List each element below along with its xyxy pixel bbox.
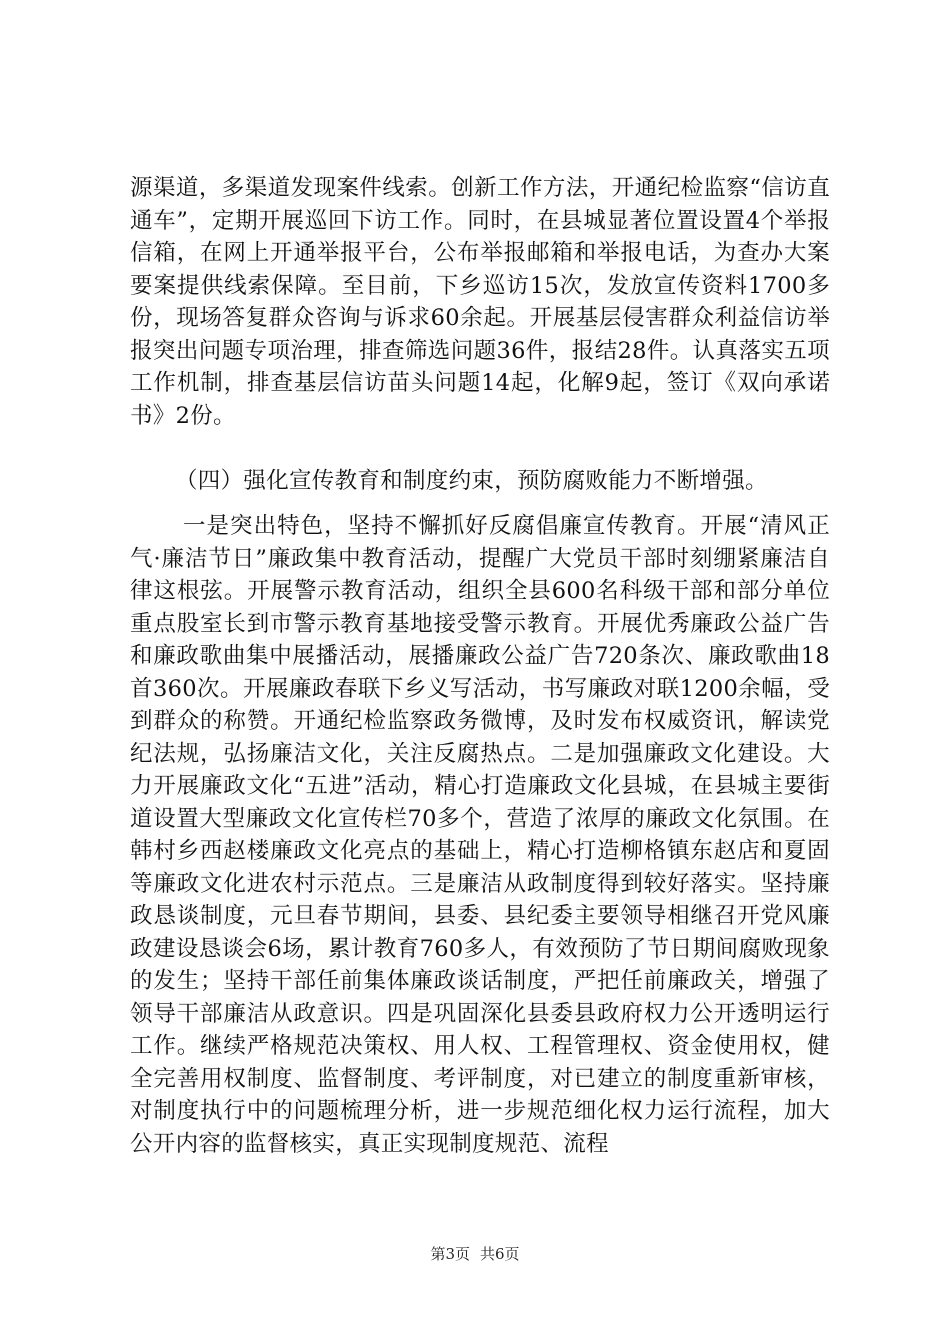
- page-total: 共6页: [480, 1245, 520, 1263]
- body-paragraph: 一是突出特色，坚持不懈抓好反腐倡廉宣传教育。开展“清风正气·廉洁节日”廉政集中教育活动，提醒广大党员干部时刻绷紧廉洁自律这根弦。开展警示教育活动，组织全县600名科级干部和部分单位重点股室长到市警示教育基地接受警示教育。开展优秀廉政公益广告和廉政歌曲集中展播活动，展播廉政公益广告720条次、廉政歌曲18首360次。开展廉政春联下乡义写活动，书写廉政对联1200余幅，受到群众的称赞。开通纪检监察政务微博，及时发布权威资讯，解读党纪法规，弘扬廉洁文化，关注反腐热点。二是加强廉政文化建设。大力开展廉政文化“五进”活动，精心打造廉政文化县城，在县城主要街道设置大型廉政文化宣传栏70多个，营造了浓厚的廉政文化氛围。在韩村乡西赵楼廉政文化亮点的基础上，精心打造柳格镇东赵店和夏固等廉政文化进农村示范点。三是廉洁从政制度得到较好落实。坚持廉政恳谈制度，元旦春节期间，县委、县纪委主要领导相继召开党风廉政建设恳谈会6场，累计教育760多人，有效预防了节日期间腐败现象的发生；坚持干部任前集体廉政谈话制度，严把任前廉政关，增强了领导干部廉洁从政意识。四是巩固深化县委县政府权力公开透明运行工作。继续严格规范决策权、用人权、工程管理权、资金使用权，健全完善用权制度、监督制度、考评制度，对已建立的制度重新审核，对制度执行中的问题梳理分析，进一步规范细化权力运行流程，加大公开内容的监督核实，真正实现制度规范、流程: [130, 513, 830, 1157]
- section-heading: （四）强化宣传教育和制度约束，预防腐败能力不断增强。: [175, 468, 768, 494]
- body-paragraph: 源渠道，多渠道发现案件线索。创新工作方法，开通纪检监察“信访直通车”，定期开展巡回下访工作。同时，在县城显著位置设置4个举报信箱，在网上开通举报平台，公布举报邮箱和举报电话，为查办大案要案提供线索保障。至目前，下乡巡访15次，发放宣传资料1700多份，现场答复群众咨询与诉求60余起。开展基层侵害群众利益信访举报突出问题专项治理，排查筛选问题36件，报结28件。认真落实五项工作机制，排查基层信访苗头问题14起，化解9起，签订《双向承诺书》2份。: [130, 175, 830, 429]
- page-footer: [0, 1244, 950, 1264]
- page-number: 第3页: [430, 1245, 470, 1263]
